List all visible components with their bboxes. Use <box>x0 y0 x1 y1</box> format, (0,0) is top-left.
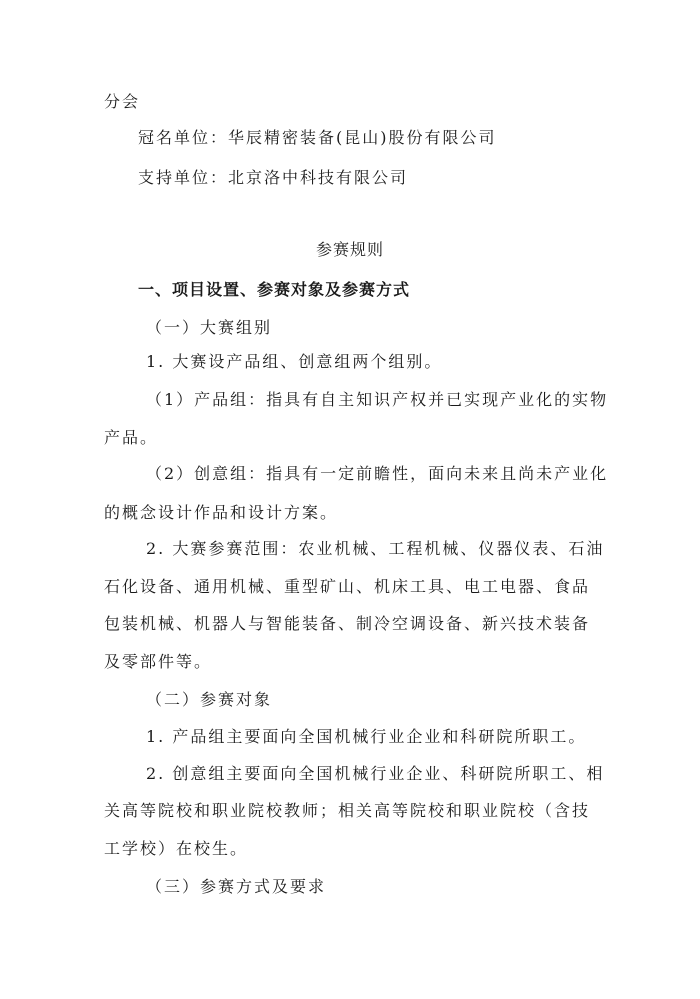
text-line: 分会 <box>104 92 141 111</box>
paragraph-line: 工学校）在校生。 <box>104 839 249 858</box>
subheading: （一）大赛组别 <box>146 318 273 337</box>
paragraph-line: 2. 创意组主要面向全国机械行业企业、科研院所职工、相 <box>146 764 605 783</box>
paragraph-line: （2）创意组：指具有一定前瞻性，面向未来且尚未产业化 <box>146 464 609 483</box>
paragraph-line: 关高等院校和职业院校教师；相关高等院校和职业院校（含技 <box>104 801 591 820</box>
subheading: （三）参赛方式及要求 <box>146 877 327 896</box>
paragraph-line: （1）产品组：指具有自主知识产权并已实现产业化的实物 <box>146 390 609 409</box>
paragraph-line: 1. 大赛设产品组、创意组两个组别。 <box>146 352 443 371</box>
supporter-line: 支持单位：北京洛中科技有限公司 <box>138 168 409 187</box>
section-title: 参赛规则 <box>315 240 384 259</box>
paragraph-line: 2. 大赛参赛范围：农业机械、工程机械、仪器仪表、石油 <box>146 539 605 558</box>
paragraph-line: 石化设备、通用机械、重型矿山、机床工具、电工电器、食品 <box>104 577 591 596</box>
sponsor-line: 冠名单位：华辰精密装备(昆山)股份有限公司 <box>138 128 497 147</box>
subheading: （二）参赛对象 <box>146 690 273 709</box>
paragraph-line: 1. 产品组主要面向全国机械行业企业和科研院所职工。 <box>146 727 587 746</box>
paragraph-line: 的概念设计作品和设计方案。 <box>104 503 339 522</box>
paragraph-line: 产品。 <box>104 428 159 447</box>
heading-1: 一、项目设置、参赛对象及参赛方式 <box>138 280 411 299</box>
paragraph-line: 包装机械、机器人与智能装备、制冷空调设备、新兴技术装备 <box>104 614 591 633</box>
paragraph-line: 及零部件等。 <box>104 652 213 671</box>
